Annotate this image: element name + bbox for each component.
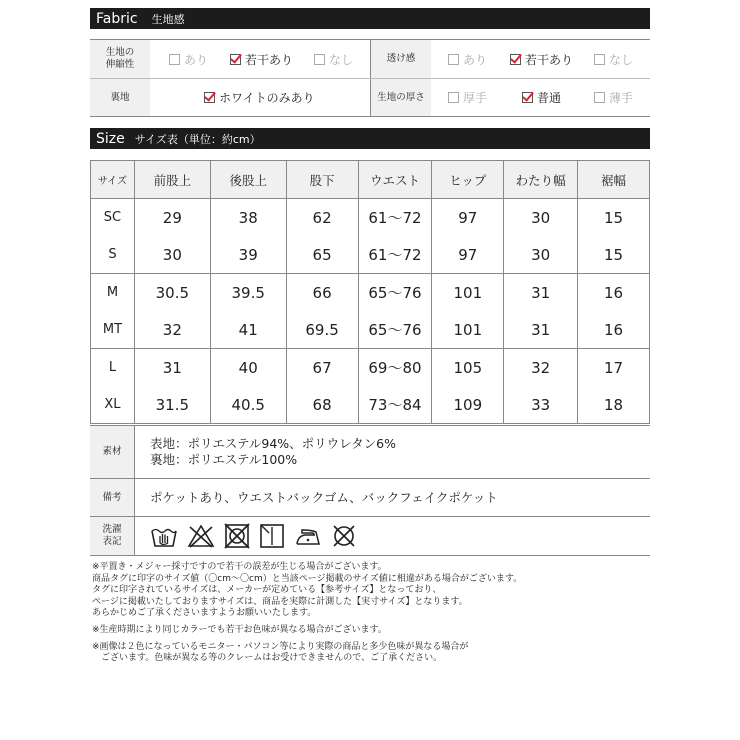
table-cell: 65 bbox=[286, 236, 358, 274]
material-value bbox=[150, 426, 650, 468]
table-cell: 31 bbox=[504, 311, 578, 349]
footnote-line: 商品タグに印字のサイズ値（〇cm〜〇cm）と当該ページ掲載のサイズ値に相違がある場合がございます。 bbox=[92, 573, 523, 584]
table-cell: 61〜72 bbox=[358, 199, 432, 237]
column-header: 股下 bbox=[286, 161, 358, 199]
table-cell: SC bbox=[91, 199, 135, 237]
checkbox-checked-icon bbox=[204, 92, 215, 103]
care-row bbox=[90, 517, 650, 556]
column-header: 裾幅 bbox=[578, 161, 650, 199]
stretch-label: 生地の 伸縮性 bbox=[90, 40, 150, 78]
table-cell: 109 bbox=[432, 386, 504, 424]
line-dry-shade-icon bbox=[259, 523, 285, 549]
fabric-row-1 bbox=[90, 40, 650, 78]
size-title-jp: サイズ表（単位：約cm） bbox=[134, 132, 261, 146]
size-table bbox=[90, 160, 650, 424]
table-cell: S bbox=[91, 236, 135, 274]
table-cell: 68 bbox=[286, 386, 358, 424]
fabric-table bbox=[90, 39, 650, 117]
size-table-header bbox=[91, 161, 650, 199]
fabric-header-bar bbox=[90, 8, 650, 29]
checkbox-icon bbox=[314, 54, 325, 65]
table-cell: 30.5 bbox=[134, 274, 210, 312]
table-cell: 32 bbox=[504, 349, 578, 387]
column-header: 前股上 bbox=[134, 161, 210, 199]
table-cell: 62 bbox=[286, 199, 358, 237]
table-cell: 61〜72 bbox=[358, 236, 432, 274]
table-cell: 16 bbox=[578, 274, 650, 312]
care-label: 洗濯 表記 bbox=[90, 517, 135, 555]
table-row bbox=[91, 386, 650, 424]
table-cell: 67 bbox=[286, 349, 358, 387]
table-cell: 69〜80 bbox=[358, 349, 432, 387]
table-cell: 66 bbox=[286, 274, 358, 312]
table-cell: M bbox=[91, 274, 135, 312]
lining-label: 裏地 bbox=[90, 79, 150, 116]
table-cell: 30 bbox=[504, 199, 578, 237]
table-cell: 101 bbox=[432, 274, 504, 312]
product-notes-table bbox=[90, 425, 650, 556]
table-row bbox=[91, 236, 650, 274]
checkbox-icon bbox=[594, 92, 605, 103]
iron-low-icon bbox=[294, 523, 322, 549]
no-bleach-icon bbox=[187, 523, 215, 549]
table-cell: 31.5 bbox=[134, 386, 210, 424]
table-cell: 30 bbox=[134, 236, 210, 274]
table-cell: 65〜76 bbox=[358, 311, 432, 349]
sheer-label: 透け感 bbox=[371, 40, 431, 78]
table-cell: 30 bbox=[504, 236, 578, 274]
table-cell: 69.5 bbox=[286, 311, 358, 349]
lining-option-white-only: ホワイトのみあり bbox=[204, 79, 315, 116]
thickness-option-thin: 薄手 bbox=[594, 79, 633, 116]
checkbox-icon bbox=[169, 54, 180, 65]
table-cell: 33 bbox=[504, 386, 578, 424]
material-line-lining: 裏地：ポリエステル100% bbox=[150, 452, 298, 467]
fabric-title-en: Fabric bbox=[96, 10, 138, 27]
table-cell: 65〜76 bbox=[358, 274, 432, 312]
table-cell: 101 bbox=[432, 311, 504, 349]
table-cell: 31 bbox=[134, 349, 210, 387]
thickness-option-thick: 厚手 bbox=[448, 79, 487, 116]
material-row bbox=[90, 426, 650, 479]
checkbox-checked-icon bbox=[522, 92, 533, 103]
column-header: わたり幅 bbox=[504, 161, 578, 199]
stretch-option-slight: 若干あり bbox=[230, 40, 293, 78]
size-header-bar bbox=[90, 128, 650, 149]
fabric-title-jp: 生地感 bbox=[151, 12, 185, 26]
footnotes bbox=[92, 562, 652, 665]
no-dry-clean-icon bbox=[331, 523, 357, 549]
table-row bbox=[91, 349, 650, 387]
table-cell: 18 bbox=[578, 386, 650, 424]
table-cell: 97 bbox=[432, 236, 504, 274]
checkbox-icon bbox=[448, 92, 459, 103]
footnote-line: ※画像は２色になっているモニター・パソコン等により実際の商品と多少色味が異なる場合が bbox=[92, 641, 469, 652]
table-cell: 97 bbox=[432, 199, 504, 237]
material-line-outer: 表地：ポリエステル94%、ポリウレタン6% bbox=[150, 436, 396, 451]
footnote-line: ございます。色味が異なる等のクレームはお受けできませんので、ご了承ください。 bbox=[92, 653, 443, 664]
table-cell: 73〜84 bbox=[358, 386, 432, 424]
table-cell: L bbox=[91, 349, 135, 387]
care-symbols bbox=[150, 517, 650, 555]
table-cell: XL bbox=[91, 386, 135, 424]
sheer-option-yes: あり bbox=[448, 40, 487, 78]
checkbox-checked-icon bbox=[510, 54, 521, 65]
footnote-line: ページに掲載いたしておりますサイズは、商品を実際に計測した【実寸サイズ】となります。 bbox=[92, 596, 468, 607]
sheer-option-slight: 若干あり bbox=[510, 40, 573, 78]
material-label: 素材 bbox=[90, 426, 135, 478]
table-cell: 29 bbox=[134, 199, 210, 237]
hand-wash-tub-icon bbox=[150, 523, 178, 549]
stretch-option-yes: あり bbox=[169, 40, 208, 78]
table-cell: 40.5 bbox=[210, 386, 286, 424]
footnote-line: ※平置き・メジャー採寸ですので若干の誤差が生じる場合がございます。 bbox=[92, 562, 387, 572]
table-cell: 32 bbox=[134, 311, 210, 349]
remarks-label: 備考 bbox=[90, 479, 135, 516]
table-cell: 31 bbox=[504, 274, 578, 312]
table-cell: 39 bbox=[210, 236, 286, 274]
checkbox-icon bbox=[594, 54, 605, 65]
sheer-option-no: なし bbox=[594, 40, 633, 78]
table-row bbox=[91, 199, 650, 237]
table-cell: 16 bbox=[578, 311, 650, 349]
no-tumble-dry-icon bbox=[224, 523, 250, 549]
table-cell: 17 bbox=[578, 349, 650, 387]
footnote-line: タグに印字されているサイズは、メーカーが定めている【参考サイズ】となっており、 bbox=[92, 585, 442, 596]
thickness-option-normal: 普通 bbox=[522, 79, 561, 116]
footnote-line: ※生産時期により同じカラーでも若干お色味が異なる場合がございます。 bbox=[92, 624, 387, 635]
checkbox-checked-icon bbox=[230, 54, 241, 65]
table-cell: 40 bbox=[210, 349, 286, 387]
fabric-row-2 bbox=[90, 78, 650, 116]
column-header: ウエスト bbox=[358, 161, 432, 199]
column-header: ヒップ bbox=[432, 161, 504, 199]
table-row bbox=[91, 274, 650, 312]
table-cell: 105 bbox=[432, 349, 504, 387]
column-header: 後股上 bbox=[210, 161, 286, 199]
thickness-label: 生地の厚さ bbox=[371, 79, 431, 116]
footnote-line: あらかじめご了承くださいますようお願いいたします。 bbox=[92, 608, 317, 619]
column-header: サイズ bbox=[91, 161, 135, 199]
checkbox-icon bbox=[448, 54, 459, 65]
stretch-option-no: なし bbox=[314, 40, 353, 78]
table-cell: 15 bbox=[578, 236, 650, 274]
remarks-value: ポケットあり、ウエストバックゴム、バックフェイクポケット bbox=[150, 490, 498, 505]
table-cell: 41 bbox=[210, 311, 286, 349]
table-cell: 15 bbox=[578, 199, 650, 237]
table-cell: 39.5 bbox=[210, 274, 286, 312]
table-cell: MT bbox=[91, 311, 135, 349]
table-row bbox=[91, 311, 650, 349]
remarks-row bbox=[90, 479, 650, 517]
size-title-en: Size bbox=[96, 130, 125, 147]
table-cell: 38 bbox=[210, 199, 286, 237]
